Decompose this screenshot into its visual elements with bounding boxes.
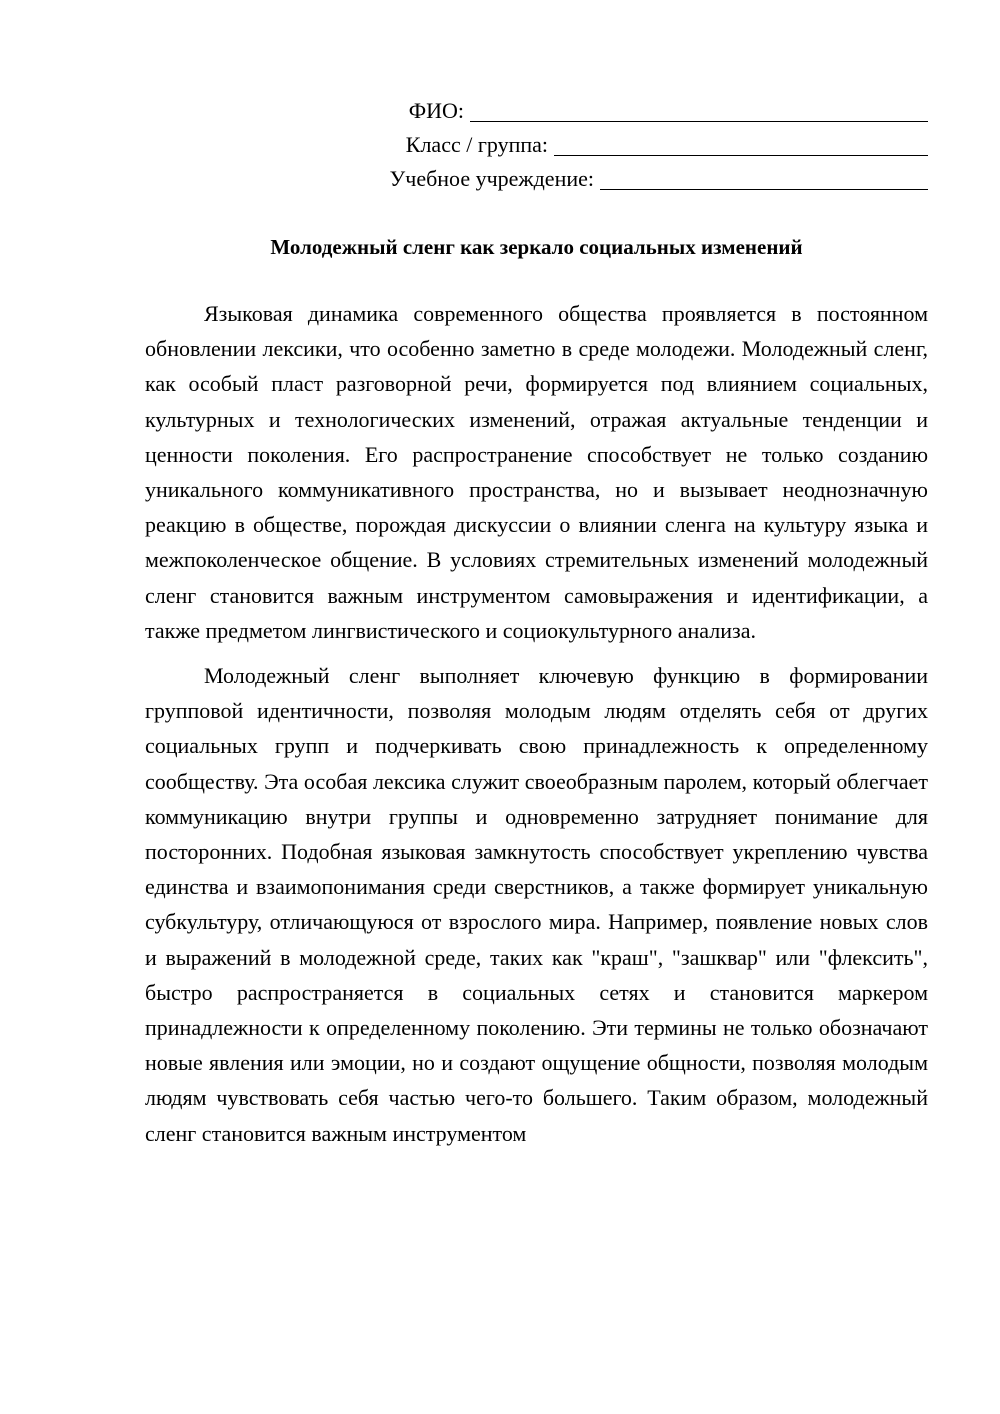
institution-field-line[interactable] — [600, 165, 928, 190]
institution-row — [228, 162, 928, 196]
document-title: Молодежный сленг как зеркало социальных изменений — [270, 235, 803, 259]
student-info-header — [228, 94, 928, 196]
class-label: Класс / группа: — [405, 132, 548, 157]
fio-row — [228, 94, 928, 128]
paragraph-1: Языковая динамика современного общества проявляется в постоянном обновлении лексики, что особенно заметно в среде молодежи. Молодежный сленг, как особый пласт разговорной речи, формируется под влиянием социальных, культурных и технологических изменений, отражая актуальные тенденции и ценности поколения. Его распространение способствует не только созданию уникального коммуникативного пространства, но и вызывает неоднозначную реакцию в обществе, порождая дискуссии о влиянии сленга на культуру языка и межпоколенческое общение. В условиях стремительных изменений молодежный сленг становится важным инструментом самовыражения и идентификации, а также предметом лингвистического и социокультурного анализа. — [145, 301, 928, 643]
class-row — [228, 128, 928, 162]
paragraph-2: Молодежный сленг выполняет ключевую функцию в формировании групповой идентичности, позволяя молодым людям отделять себя от других социальных групп и подчеркивать свою принадлежность к определенному сообществу. Эта особая лексика служит своеобразным паролем, который облегчает коммуникацию внутри группы и одновременно затрудняет понимание для посторонних. Подобная языковая замкнутость способствует укреплению чувства единства и взаимопонимания среди сверстников, а также формирует уникальную субкультуру, отличающуюся от взрослого мира. Например, появление новых слов и выражений в молодежной среде, таких как "краш", "зашквар" или "флексить", быстро распространяется в социальных сетях и становится маркером принадлежности к определенному поколению. Эти термины не только обозначают новые явления или эмоции, но и создают ощущение общности, позволяя молодым людям чувствовать себя частью чего-то большего. Таким образом, молодежный сленг становится важным инструментом — [145, 663, 928, 1146]
class-field-line[interactable] — [554, 131, 928, 156]
document-body — [145, 296, 928, 1151]
institution-label: Учебное учреждение: — [389, 166, 594, 191]
fio-field-line[interactable] — [470, 97, 928, 122]
fio-label: ФИО: — [408, 98, 464, 123]
